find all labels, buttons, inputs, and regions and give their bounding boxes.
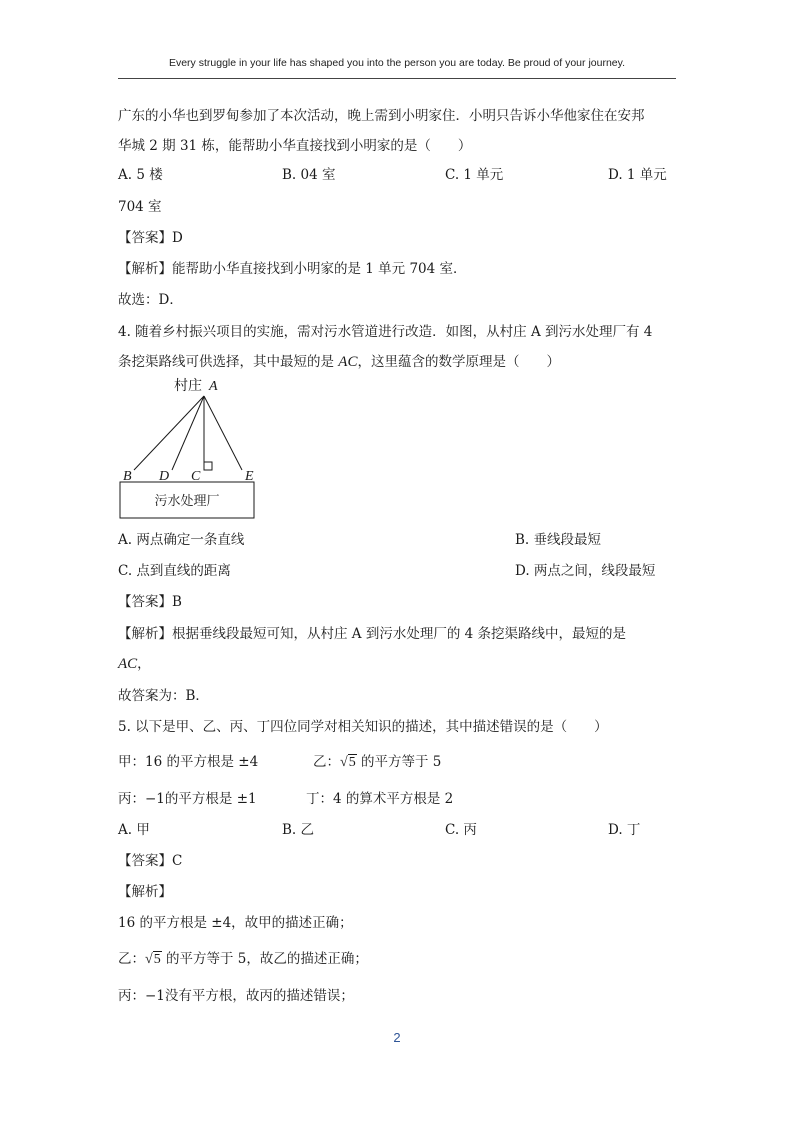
route-ab bbox=[134, 396, 204, 470]
q5-line2-suffix: 的平方等于 5，故乙的描述正确； bbox=[161, 951, 368, 967]
q4-analysis-math-ac: AC bbox=[118, 656, 138, 672]
q5-analysis-line2 bbox=[118, 950, 368, 969]
q3-option-d-continued: 704 室 bbox=[118, 199, 162, 215]
q5-option-c: C. 丙 bbox=[445, 822, 477, 838]
route-ae bbox=[204, 396, 242, 470]
sqrt-radicand: 5 bbox=[348, 755, 356, 770]
q5-statement-ding: 丁：4 的算术平方根是 2 bbox=[306, 791, 454, 807]
q3-conclusion: 故选：D． bbox=[118, 292, 183, 308]
q5-option-b: B. 乙 bbox=[282, 822, 315, 838]
q3-stem-line1: 广东的小华也到罗甸参加了本次活动，晚上需到小明家住．小明只告诉小华他家住在安邦 bbox=[118, 108, 645, 124]
q3-option-d: D. 1 单元 bbox=[608, 167, 667, 183]
q5-stem: 5. 以下是甲、乙、丙、丁四位同学对相关知识的描述，其中描述错误的是（ ） bbox=[118, 719, 608, 735]
q5-statement-jia: 甲：16 的平方根是 ±4 bbox=[118, 754, 259, 770]
q4-option-b: B. 垂线段最短 bbox=[515, 532, 602, 548]
q4-analysis-line1: 【解析】根据垂线段最短可知，从村庄 A 到污水处理厂的 4 条挖渠路线中，最短的是 bbox=[118, 626, 627, 642]
point-a-label: A bbox=[209, 379, 218, 394]
q3-stem-line2: 华城 2 期 31 栋，能帮助小华直接找到小明家的是（ ） bbox=[118, 138, 472, 154]
q5-yi-prefix: 乙： bbox=[313, 754, 340, 770]
q4-answer: 【答案】B bbox=[118, 594, 182, 610]
q3-analysis: 【解析】能帮助小华直接找到小明家的是 1 单元 704 室． bbox=[118, 261, 467, 277]
right-angle-mark bbox=[204, 462, 212, 470]
q4-analysis-line2 bbox=[118, 655, 151, 673]
q5-yi-suffix: 的平方等于 5 bbox=[356, 754, 442, 770]
q4-figure bbox=[110, 372, 280, 522]
q4-stem-text-post: ，这里蕴含的数学原理是（ ） bbox=[357, 354, 560, 370]
q3-option-a: A. 5 楼 bbox=[118, 167, 163, 183]
q5-option-d: D. 丁 bbox=[608, 822, 641, 838]
page-number: 2 bbox=[393, 1030, 401, 1045]
q4-stem-math-ac: AC bbox=[338, 354, 358, 370]
q5-analysis-title: 【解析】 bbox=[118, 884, 172, 900]
q5-statement-bing: 丙：−1的平方根是 ±1 bbox=[118, 791, 257, 807]
q3-option-c: C. 1 单元 bbox=[445, 167, 504, 183]
q4-option-a: A. 两点确定一条直线 bbox=[118, 532, 245, 548]
q4-option-d: D. 两点之间，线段最短 bbox=[515, 563, 656, 579]
point-e-label: E bbox=[245, 469, 254, 484]
header-divider bbox=[118, 78, 676, 79]
q4-stem-text: 条挖渠路线可供选择，其中最短的是 bbox=[118, 354, 339, 370]
q4-option-c: C. 点到直线的距离 bbox=[118, 563, 231, 579]
sqrt-five-analysis: √5 bbox=[145, 952, 161, 967]
point-b-label: B bbox=[123, 469, 132, 484]
q4-figure-diagram bbox=[110, 372, 280, 522]
q5-answer: 【答案】C bbox=[118, 853, 183, 869]
q3-answer: 【答案】D bbox=[118, 230, 183, 246]
treatment-plant-label: 污水处理厂 bbox=[154, 494, 220, 509]
point-c-label: C bbox=[191, 469, 201, 484]
q4-conclusion: 故答案为：B． bbox=[118, 688, 209, 704]
sqrt-radicand-analysis: 5 bbox=[153, 952, 161, 967]
q4-analysis-post: ， bbox=[137, 656, 151, 672]
q5-analysis-line1: 16 的平方根是 ±4，故甲的描述正确； bbox=[118, 915, 353, 931]
q3-option-b: B. 04 室 bbox=[282, 167, 336, 183]
point-d-label: D bbox=[159, 469, 170, 484]
village-label: 村庄 bbox=[174, 379, 202, 394]
q5-line2-prefix: 乙： bbox=[118, 951, 145, 967]
route-ad bbox=[172, 396, 204, 470]
q5-statement-yi bbox=[313, 753, 441, 772]
q4-stem-line1: 4. 随着乡村振兴项目的实施，需对污水管道进行改造．如图，从村庄 A 到污水处理厂有 4 bbox=[118, 324, 653, 340]
q4-stem-line2 bbox=[118, 353, 560, 371]
q5-analysis-line3: 丙：−1没有平方根，故丙的描述错误； bbox=[118, 988, 354, 1004]
sqrt-five: √5 bbox=[340, 755, 356, 770]
header-motto: Every struggle in your life has shaped you into the person you are today. Be proud of your journey. bbox=[168, 57, 626, 69]
q5-option-a: A. 甲 bbox=[118, 822, 150, 838]
